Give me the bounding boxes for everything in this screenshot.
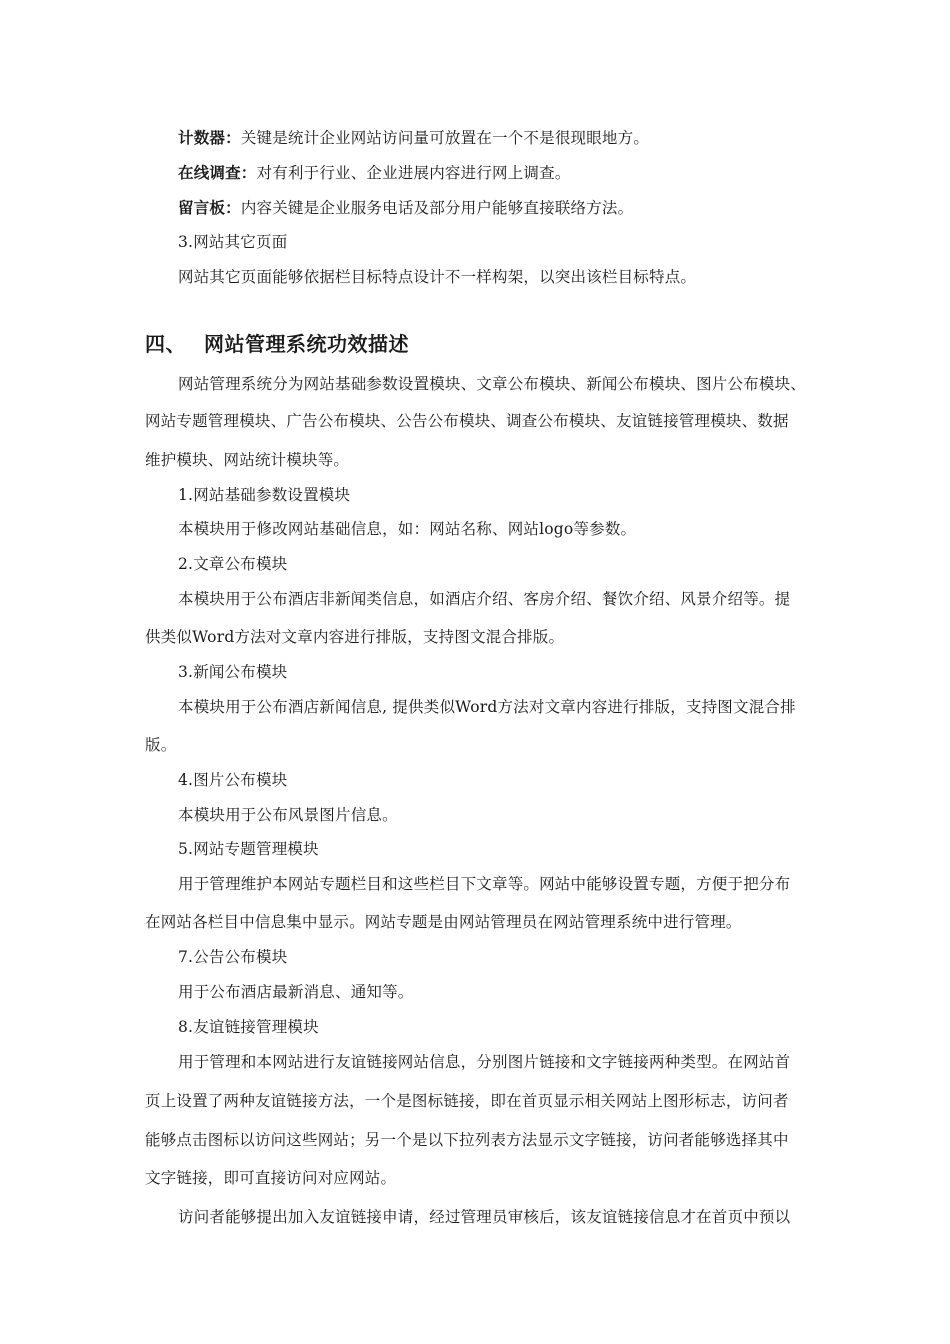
section-title: 网站管理系统功效描述 xyxy=(204,332,409,356)
paragraph-line: 本模块用于公布酒店非新闻类信息，如酒店介绍、客房介绍、餐饮介绍、风景介绍等。提 xyxy=(178,590,791,608)
paragraph-line: 网站其它页面能够依据栏目标特点设计不一样构架，以突出该栏目标特点。 xyxy=(178,268,697,286)
survey-item xyxy=(178,162,878,184)
item-label: 计数器： xyxy=(178,128,241,147)
item-text: 内容关键是企业服务电话及部分用户能够直接联络方法。 xyxy=(240,199,634,217)
paragraph-line: 用于管理维护本网站专题栏目和这些栏目下文章等。网站中能够设置专题，方便于把分布 xyxy=(178,875,791,893)
item-label: 在线调查： xyxy=(178,163,257,182)
paragraph-line: 访问者能够提出加入友谊链接申请，经过管理员审核后，该友谊链接信息才在首页中预以 xyxy=(178,1208,791,1226)
paragraph-line: 用于管理和本网站进行友谊链接网站信息，分别图片链接和文字链接两种类型。在网站首 xyxy=(178,1053,791,1071)
module-title: 5.网站专题管理模块 xyxy=(178,840,319,858)
item-text: 对有利于行业、企业进展内容进行网上调查。 xyxy=(256,164,571,182)
counter-item xyxy=(178,127,878,149)
paragraph-line: 网站管理系统分为网站基础参数设置模块、文章公布模块、新闻公布模块、图片公布模块、 xyxy=(178,375,807,393)
paragraph-line: 用于公布酒店最新消息、通知等。 xyxy=(178,983,414,1001)
paragraph-line: 能够点击图标以访问这些网站；另一个是以下拉列表方法显示文字链接，访问者能够选择其中 xyxy=(145,1131,789,1149)
module-title: 1.网站基础参数设置模块 xyxy=(178,486,351,504)
paragraph-line: 在网站各栏目中信息集中显示。网站专题是由网站管理员在网站管理系统中进行管理。 xyxy=(145,913,742,931)
paragraph-line: 本模块用于公布风景图片信息。 xyxy=(178,806,398,824)
paragraph-line: 网站专题管理模块、广告公布模块、公告公布模块、调查公布模块、友谊链接管理模块、数据 xyxy=(145,412,789,430)
module-title: 8.友谊链接管理模块 xyxy=(178,1018,319,1036)
paragraph-line: 页上设置了两种友谊链接方法，一个是图标链接，即在首页显示相关网站上图形标志，访问者 xyxy=(145,1092,789,1110)
module-title: 2.文章公布模块 xyxy=(178,555,288,573)
module-title: 7.公告公布模块 xyxy=(178,948,288,966)
paragraph-line: 本模块用于公布酒店新闻信息, 提供类似Word方法对文章内容进行排版，支持图文混合排 xyxy=(178,698,796,716)
paragraph-line: 版。 xyxy=(145,736,177,754)
paragraph-line: 供类似Word方法对文章内容进行排版，支持图文混合排版。 xyxy=(145,628,565,646)
item-text: 关键是统计企业网站访问量可放置在一个不是很现眼地方。 xyxy=(240,129,650,147)
paragraph-line: 本模块用于修改网站基础信息，如：网站名称、网站logo等参数。 xyxy=(178,520,637,538)
section-heading xyxy=(145,330,409,358)
section-number: 四、 xyxy=(145,332,186,356)
module-title: 3.新闻公布模块 xyxy=(178,663,288,681)
item-label: 留言板： xyxy=(178,198,241,217)
subsection-title: 3.网站其它页面 xyxy=(178,233,288,251)
paragraph-line: 文字链接，即可直接访问对应网站。 xyxy=(145,1169,397,1187)
paragraph-line: 维护模块、网站统计模块等。 xyxy=(145,451,350,469)
module-title: 4.图片公布模块 xyxy=(178,771,288,789)
guestbook-item xyxy=(178,197,878,219)
